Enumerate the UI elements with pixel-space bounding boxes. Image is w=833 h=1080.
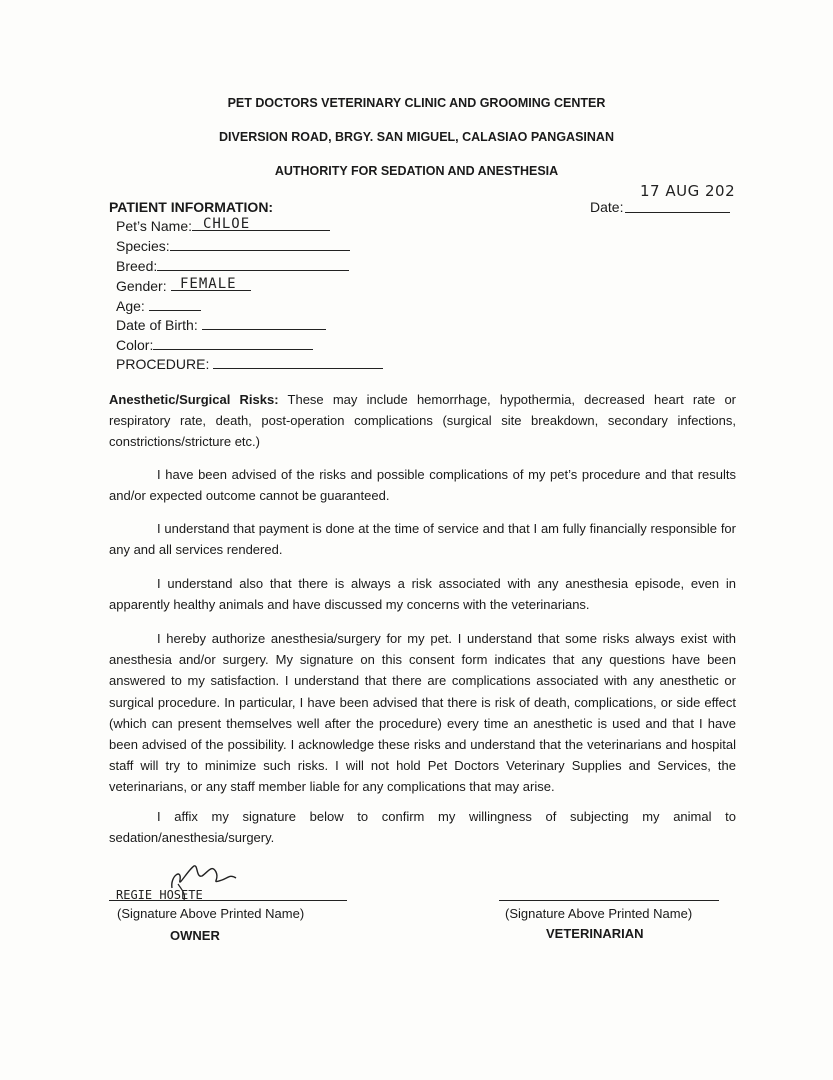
clinic-name: PET DOCTORS VETERINARY CLINIC AND GROOMING CENTER xyxy=(227,96,606,110)
gender-label: Gender: xyxy=(116,278,167,294)
owner-signature-line[interactable] xyxy=(109,900,347,901)
pet-name-value: CHLOE xyxy=(203,216,251,232)
date-label: Date: xyxy=(590,199,624,215)
risk-awareness-paragraph: I understand also that there is always a risk associated with any anesthesia episode, even in apparently healthy animals and have discussed my concerns with the veterinarians. xyxy=(109,576,736,613)
pet-name-label: Pet’s Name: xyxy=(116,218,192,234)
age-field[interactable] xyxy=(149,298,201,311)
form-title: AUTHORITY FOR SEDATION AND ANESTHESIA xyxy=(274,164,559,178)
breed-label: Breed: xyxy=(116,258,158,274)
affirmation-paragraph: I affix my signature below to confirm my willingness of subjecting my animal to sedation/anesthesia/surgery. xyxy=(109,809,736,846)
gender-value: FEMALE xyxy=(180,276,237,292)
vet-signature-line[interactable] xyxy=(499,900,719,901)
payment-paragraph: I understand that payment is done at the time of service and that I am fully financially responsible for any and all services rendered. xyxy=(109,521,736,558)
breed-row xyxy=(116,258,349,276)
owner-role: OWNER xyxy=(170,928,220,943)
color-label: Color: xyxy=(116,337,154,353)
owner-printed-name: REGIE HOSETE xyxy=(116,888,203,902)
species-label: Species: xyxy=(116,238,170,254)
date-value: 17 AUG 202 xyxy=(640,182,736,200)
species-row xyxy=(116,238,350,256)
procedure-row xyxy=(116,356,383,374)
procedure-label: PROCEDURE: xyxy=(116,356,210,372)
procedure-field[interactable] xyxy=(213,356,383,369)
breed-field[interactable] xyxy=(157,258,349,271)
clinic-address: DIVERSION ROAD, BRGY. SAN MIGUEL, CALASIAO PANGASINAN xyxy=(219,130,614,144)
vet-role: VETERINARIAN xyxy=(546,926,644,941)
risks-heading: Anesthetic/Surgical Risks: xyxy=(109,392,279,407)
risks-paragraph xyxy=(109,389,736,453)
species-field[interactable] xyxy=(170,238,350,251)
patient-info-heading: PATIENT INFORMATION: xyxy=(109,199,274,215)
risks-text: These may include hemorrhage, hypothermia, decreased heart rate or respiratory rate, death, post-operation complications (surgical site breakdown, secondary infections, constrictions/stricture etc.) xyxy=(109,392,736,450)
vet-signature-caption: (Signature Above Printed Name) xyxy=(505,906,693,921)
age-row xyxy=(116,298,201,316)
authorization-paragraph: I hereby authorize anesthesia/surgery for my pet. I understand that some risks always exist with anesthesia and/or surgery. My signature on this consent form indicates that any questions have been answered to my satisfaction. I understand that there are complications associated with any anesthetic or surgical procedure. In particular, I have been advised that there is risk of death, complications, or side effect (which can present themselves well after the procedure) every time an anesthetic is used and that I have been advised of the possibility. I acknowledge these risks and understand that the veterinarians and hospital staff will try to minimize such risks. I will not hold Pet Doctors Veterinary Supplies and Services, the veterinarians, or any staff member liable for any complications that may arise. xyxy=(109,631,736,795)
date-field[interactable] xyxy=(625,212,730,213)
color-row xyxy=(116,337,313,355)
dob-label: Date of Birth: xyxy=(116,317,198,333)
color-field[interactable] xyxy=(153,337,313,350)
advised-paragraph: I have been advised of the risks and possible complications of my pet’s procedure and that results and/or expected outcome cannot be guaranteed. xyxy=(109,467,736,504)
dob-row xyxy=(116,317,326,335)
age-label: Age: xyxy=(116,298,145,314)
owner-signature-caption: (Signature Above Printed Name) xyxy=(117,906,305,921)
dob-field[interactable] xyxy=(202,317,326,330)
